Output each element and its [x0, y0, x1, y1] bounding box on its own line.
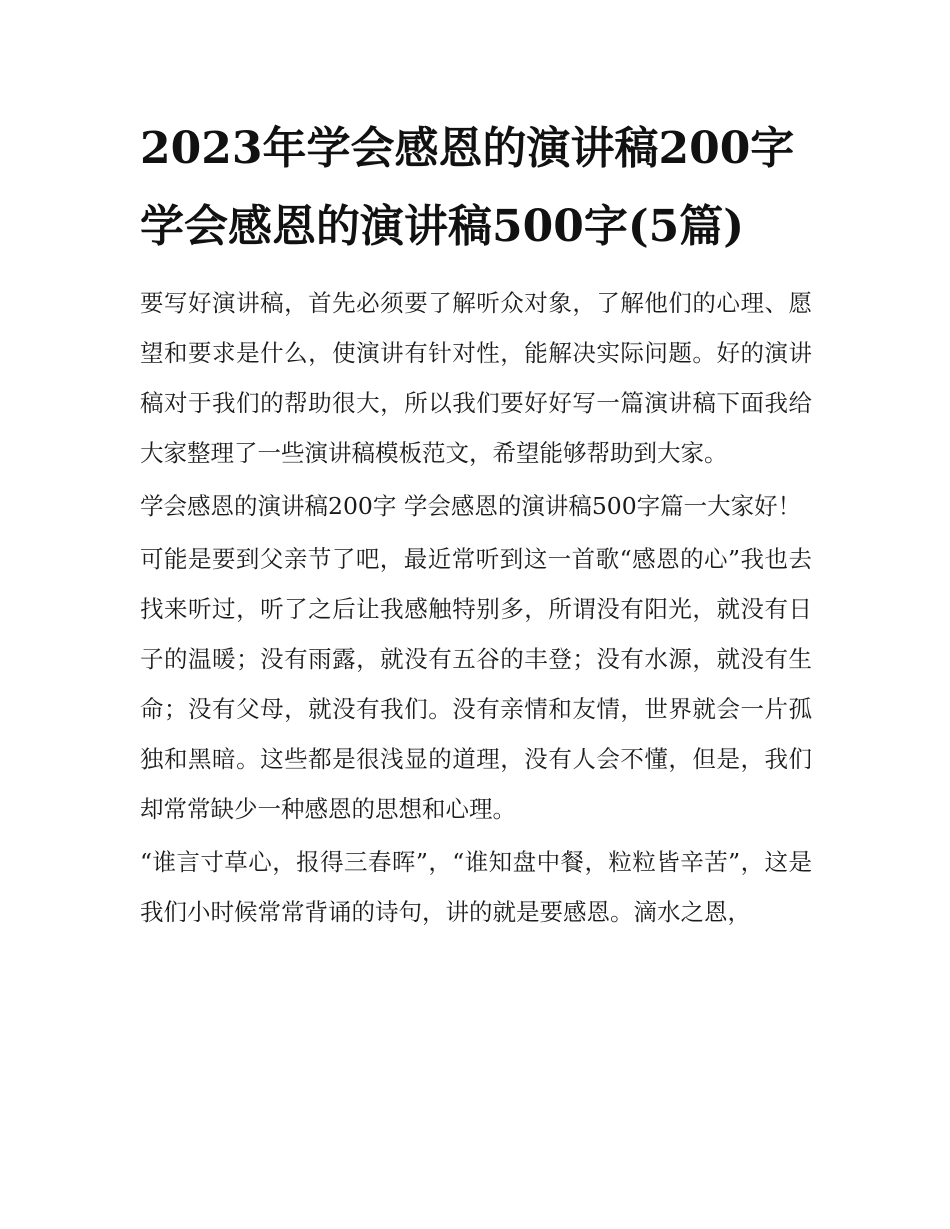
document-title: 2023年学会感恩的演讲稿200字 学会感恩的演讲稿500字(5篇) [140, 123, 795, 252]
body-paragraph: 可能是要到父亲节了吧，最近常听到这一首歌“感恩的心”我也去找来听过，听了之后让我感触特别多，所谓没有阳光，就没有日子的温暖；没有雨露，就没有五谷的丰登；没有水源，就没有生命；没有父母，就没有我们。没有亲情和友情，世界就会一片孤独和黑暗。这些都是很浅显的道理，没有人会不懂，但是，我们却常常缺少一种感恩的思想和心理。 [140, 545, 812, 823]
document-body [140, 110, 812, 937]
section-heading-paragraph: 学会感恩的演讲稿200字 学会感恩的演讲稿500字篇一大家好！ [140, 492, 802, 520]
body-paragraph: “谁言寸草心，报得三春晖”，“谁知盘中餐，粒粒皆辛苦”，这是我们小时候常常背诵的诗句，讲的就是要感恩。滴水之恩， [140, 848, 812, 926]
intro-paragraph: 要写好演讲稿，首先必须要了解听众对象，了解他们的心理、愿望和要求是什么，使演讲有针对性，能解决实际问题。好的演讲稿对于我们的帮助很大，所以我们要好好写一篇演讲稿下面我给大家整理了一些演讲稿模板范文，希望能够帮助到大家。 [140, 289, 812, 467]
